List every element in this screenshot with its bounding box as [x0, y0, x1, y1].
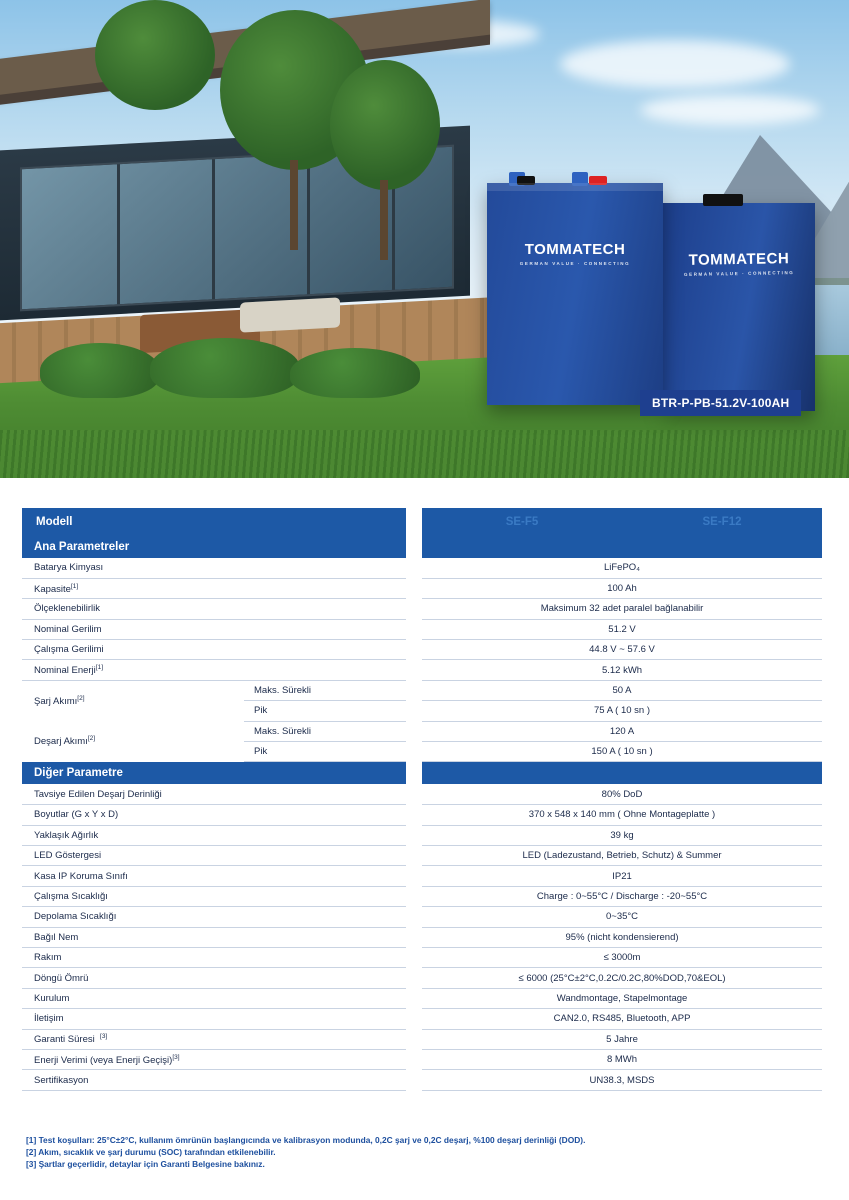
row-sublabel: Pik [244, 701, 406, 721]
specification-sheet [22, 508, 822, 1091]
row-label: Batarya Kimyası [22, 558, 406, 578]
table-row [22, 578, 822, 598]
row-label: Kasa IP Koruma Sınıfı [22, 866, 406, 886]
header-model-label: Modell [22, 508, 406, 536]
row-value: ≤ 6000 (25°C±2°C,0.2C/0.2C,80%DOD,70&EOL) [422, 968, 822, 988]
row-label: Sertifikasyon [22, 1070, 406, 1090]
battery-brand [487, 241, 663, 266]
brand-name: TOMMATECH [524, 241, 626, 258]
footnote-2: [2] Akım, sıcaklık ve şarj durumu (SOC) tarafından etkilenebilir. [26, 1147, 276, 1158]
section-title-main-parameters: Ana Parametreler [22, 536, 406, 558]
row-value: 80% DoD [422, 784, 822, 804]
brand-tagline: GERMAN VALUE · CONNECTING [683, 270, 795, 277]
row-value: IP21 [422, 866, 822, 886]
row-label: Rakım [22, 948, 406, 968]
row-label: Yaklaşık Ağırlık [22, 825, 406, 845]
row-label: LED Göstergesi [22, 846, 406, 866]
row-sublabel: Maks. Sürekli [244, 721, 406, 741]
row-value: 100 Ah [422, 578, 822, 598]
section-title-other-parameters: Diğer Parametre [22, 762, 406, 785]
footnote-1: [1] Test koşulları: 25°C±2°C, kullanım ömrünün başlangıcında ve kalibrasyon modunda, 0,2C şarj ve 0,2C deşarj, %100 deşarj derinliği (DOD). [26, 1135, 586, 1145]
row-label: Şarj Akımı[2] [34, 694, 85, 708]
table-row [22, 927, 822, 947]
row-value: 120 A [422, 721, 822, 741]
table-row [22, 640, 822, 660]
row-label: Enerji Verimi (veya Enerji Geçişi)[3] [22, 1049, 406, 1069]
table-row [22, 968, 822, 988]
table-row [22, 1009, 822, 1029]
row-label: Çalışma Sıcaklığı [22, 886, 406, 906]
table-row [22, 988, 822, 1008]
row-value: 50 A [422, 680, 822, 700]
header-col-se-f12: SE-F12 [622, 508, 822, 536]
table-row [22, 1029, 822, 1049]
row-value: 0~35°C [422, 907, 822, 927]
table-row [22, 784, 822, 804]
row-label: Çalışma Gerilimi [22, 640, 406, 660]
row-label: Depolama Sıcaklığı [22, 907, 406, 927]
row-value: 44.8 V ~ 57.6 V [422, 640, 822, 660]
row-value: Charge : 0~55°C / Discharge : -20~55°C [422, 886, 822, 906]
shrub [290, 348, 420, 398]
row-label: Boyutlar (G x Y x D) [22, 805, 406, 825]
row-label: Döngü Ömrü [22, 968, 406, 988]
row-value: LiFePO₄ [422, 558, 822, 578]
section-header-fill [422, 536, 822, 558]
row-value: ≤ 3000m [422, 948, 822, 968]
table-row [22, 721, 822, 741]
table-row [22, 599, 822, 619]
row-value: 370 x 548 x 140 mm ( Ohne Montageplatte ) [422, 805, 822, 825]
table-row [22, 680, 822, 700]
row-label: Deşarj Akımı[2] [34, 735, 96, 748]
section-header-fill [422, 762, 822, 785]
row-value: 39 kg [422, 825, 822, 845]
row-value: 95% (nicht kondensierend) [422, 927, 822, 947]
row-label: Kapasite[1] [22, 578, 406, 598]
row-label: Garanti Süresi [3] [22, 1029, 406, 1049]
table-header-row [22, 508, 822, 536]
header-col-se-f5: SE-F5 [422, 508, 622, 536]
row-sublabel: Pik [244, 742, 406, 762]
row-value: 5 Jahre [422, 1029, 822, 1049]
row-label: İletişim [22, 1009, 406, 1029]
shrub [40, 343, 160, 398]
battery-unit-primary [487, 183, 663, 405]
brand-tagline: GERMAN VALUE · CONNECTING [519, 261, 631, 266]
cloud [560, 40, 790, 88]
row-label: Nominal Gerilim [22, 619, 406, 639]
shrub [150, 338, 300, 398]
battery-brand [663, 250, 815, 278]
lounge-chair [240, 297, 340, 332]
table-row [22, 558, 822, 578]
battery-unit-secondary [663, 203, 815, 411]
row-value: 8 MWh [422, 1049, 822, 1069]
table-row [22, 660, 822, 680]
row-value: CAN2.0, RS485, Bluetooth, APP [422, 1009, 822, 1029]
product-model-tag: BTR-P-PB-51.2V-100AH [640, 390, 801, 416]
table-row [22, 948, 822, 968]
table-row [22, 825, 822, 845]
table-row [22, 866, 822, 886]
row-sublabel: Maks. Sürekli [244, 680, 406, 700]
row-value: 75 A ( 10 sn ) [422, 701, 822, 721]
row-value: UN38.3, MSDS [422, 1070, 822, 1090]
hero-image [0, 0, 849, 478]
row-value: 150 A ( 10 sn ) [422, 742, 822, 762]
table-row [22, 1049, 822, 1069]
row-value: 5.12 kWh [422, 660, 822, 680]
spec-table [22, 508, 822, 1091]
row-label: Ölçeklenebilirlik [22, 599, 406, 619]
brand-name: TOMMATECH [688, 250, 790, 269]
table-row [22, 1070, 822, 1090]
footnote-3: [3] Şartlar geçerlidir, detaylar için Garanti Belgesine bakınız. [26, 1159, 265, 1170]
row-value: LED (Ladezustand, Betrieb, Schutz) & Summer [422, 846, 822, 866]
section-header-row [22, 762, 822, 785]
row-value: Wandmontage, Stapelmontage [422, 988, 822, 1008]
row-label: Nominal Enerji[1] [22, 660, 406, 680]
row-value: Maksimum 32 adet paralel bağlanabilir [422, 599, 822, 619]
row-label: Kurulum [22, 988, 406, 1008]
table-row [22, 846, 822, 866]
row-label: Bağıl Nem [22, 927, 406, 947]
table-row [22, 619, 822, 639]
cloud [640, 95, 820, 125]
row-value: 51.2 V [422, 619, 822, 639]
table-row [22, 907, 822, 927]
section-header-row [22, 536, 822, 558]
grass-texture [0, 430, 849, 478]
row-label: Tavsiye Edilen Deşarj Derinliği [22, 784, 406, 804]
table-row [22, 805, 822, 825]
table-row [22, 886, 822, 906]
footnotes [26, 1134, 585, 1171]
